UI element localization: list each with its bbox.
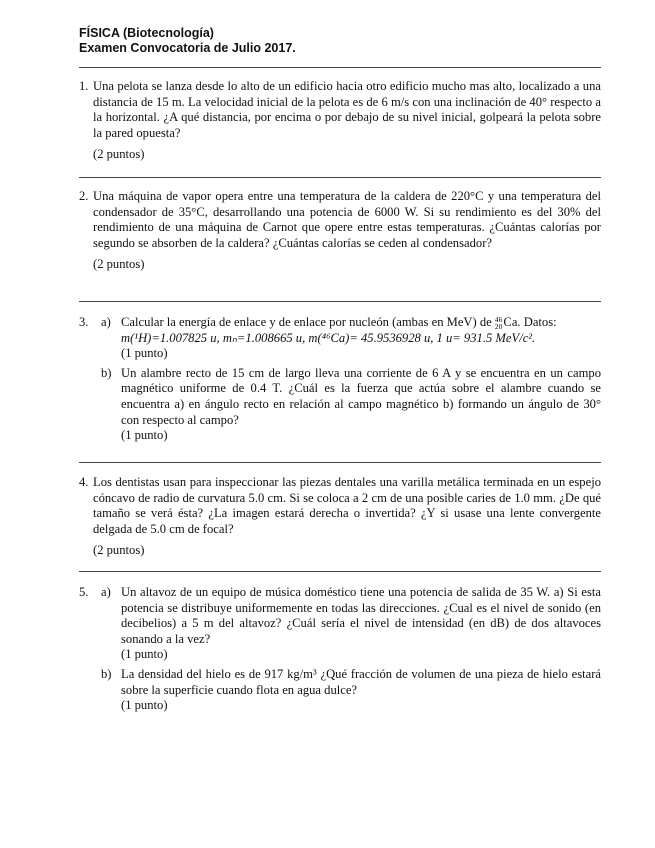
question-text: Los dentistas usan para inspeccionar las piezas dentales una varilla metálica terminada en un espejo cóncavo de radio de curvatura 5.0 cm. Si se coloca a 2 cm de una posible caries de 1.0 mm. ¿De qué tamaño se verá ésta? ¿La imagen estará derecha o invertida? ¿Y si usase una lente convergente delgada de 5.0 cm de focal? [93,475,601,536]
question-number: 3. [79,315,89,329]
question-5 [79,585,601,714]
question-points: (2 puntos) [93,257,145,272]
part-label: b) [101,666,112,681]
question-divider [79,462,601,463]
question-part-a [79,585,601,663]
part-text: La densidad del hielo es de 917 kg/m³ ¿Qué fracción de volumen de una pieza de hielo estará sobre la superficie cuando flota en agua dulce? [121,666,601,697]
part-label: b) [101,365,112,380]
part-points: (1 punto) [121,698,168,713]
question-text: Una máquina de vapor opera entre una temperatura de la caldera de 220°C y una temperatura del condensador de 35°C, desarrollando una potencia de 6000 W. Si su rendimiento es del 30% del rendimiento de una máquina de Carnot que opere entre estas temperaturas. ¿Cuántas calorías por segundo se absorben de la caldera? ¿Cuántas calorías se ceden al condensador? [93,189,601,250]
part-label: a) [101,315,111,329]
question-4 [79,475,601,559]
course-title: FÍSICA (Biotecnología) [79,26,214,40]
question-divider [79,301,601,302]
header-divider [79,67,601,68]
question-points: (2 puntos) [93,147,145,162]
isotope-mass-number: 46 [494,315,503,325]
calcium-isotope-notation [495,316,503,330]
question-divider [79,177,601,178]
part-points: (1 punto) [121,647,168,662]
exam-header [79,26,296,56]
question-text: Una pelota se lanza desde lo alto de un edificio hacia otro edificio mucho mas alto, localizado a una distancia de 15 m. La velocidad inicial de la pelota es de 6 m/s con una inclinación de 40° respecto a la horizontal. ¿A qué distancia, por encima o por debajo de su nivel inicial, golpeará la pelota sobre la pared opuesta? [93,79,601,140]
question-number: 2. [79,189,89,203]
question-part-a [79,315,601,362]
part-text-data-label: Datos: [523,315,557,329]
exam-title: Examen Convocatoria de Julio 2017. [79,41,296,55]
part-data-line: m(¹H)=1.007825 u, mₙ=1.008665 u, m(⁴⁶Ca)= 45.9536928 u, 1 u= 931.5 MeV/c². [121,330,536,345]
question-1 [79,79,601,163]
part-points: (1 punto) [121,346,168,361]
question-number: 4. [79,475,89,489]
part-text: Calcular la energía de enlace y de enlace por nucleón (ambas en MeV) de [121,315,492,329]
question-divider [79,571,601,572]
question-number: 5. [79,585,89,599]
question-points: (2 puntos) [93,543,145,558]
part-points: (1 punto) [121,428,168,443]
question-part-b [79,366,601,444]
question-number: 1. [79,79,89,93]
question-2 [79,189,601,273]
part-text: Un alambre recto de 15 cm de largo lleva una corriente de 6 A y se encuentra en un campo magnético uniforme de 0.4 T. ¿Cuál es la fuerza que actúa sobre el alambre cuando se encuentra a) en ángulo recto en relación al campo magnético b) formando un ángulo de 30° con respecto al campo? [121,365,601,427]
question-3 [79,315,601,444]
isotope-atomic-number: 20 [494,322,503,332]
part-text: Un altavoz de un equipo de música doméstico tiene una potencia de salida de 35 W. a) Si esta potencia se distribuye uniformemente en todas las direcciones. ¿Cual es el nivel de sonido (en decibelios) a 5 m del altavoz? ¿Cuál sería el nivel de intensidad (en dB) de dos altavoces sonando a la vez? [121,585,601,646]
question-part-b [79,667,601,714]
part-label: a) [101,585,111,599]
isotope-element: Ca. [503,315,521,329]
